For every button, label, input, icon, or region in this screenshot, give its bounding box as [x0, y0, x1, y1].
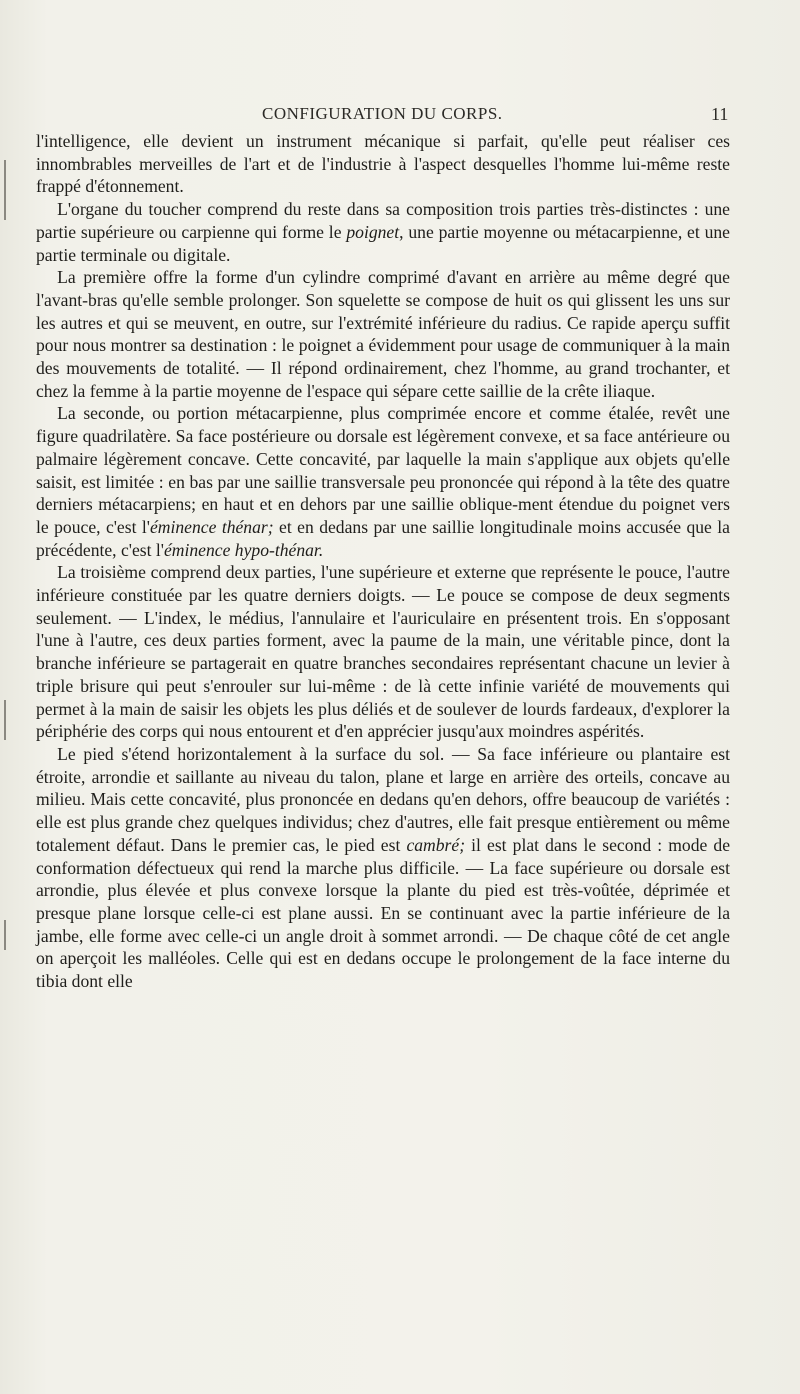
italic-term: cambré;: [406, 834, 466, 855]
text-run: La première offre la forme d'un cylindre comprimé d'avant en arrière au même degré que l'avant-bras qu'elle semble prolonger. Son squelette se compose de huit os qui glissent les uns sur les autres et qui se meuvent, en outre, sur l'extrémité inférieure du radius. Ce rapide aperçu suffit pour nous montrer sa destination : le poignet a évidemment pour usage de communiquer à la main des mouvements de totalité. — Il répond ordinairement, chez l'homme, au grand trochanter, et chez la femme à la partie moyenne de l'espace qui sépare cette saillie de la crête iliaque.: [36, 267, 730, 401]
page-header: [0, 104, 800, 128]
paragraph: [36, 130, 730, 198]
text-run: il est plat dans le second : mode de conformation défectueux qui rend la marche plus difficile. — La face supérieure ou dorsale est arrondie, plus élevée et plus convexe lorsque la plante du pied est très-voûtée, déprimée et presque plane lorsque celle-ci est plane aussi. En se continuant avec la partie inférieure de la jambe, elle forme avec celle-ci un angle droit à sommet arrondi. — De chaque côté de cet angle on aperçoit les malléoles. Celle qui est en dedans occupe le prolongement de la face interne du tibia dont elle: [36, 834, 730, 992]
italic-term: éminence thénar;: [149, 516, 274, 537]
text-run: , une partie moyenne ou métacarpienne, et une partie terminale ou digitale.: [36, 221, 730, 265]
page-edge-mark: [4, 160, 6, 220]
running-head: CONFIGURATION DU CORPS.: [262, 104, 503, 123]
text-run: La troisième comprend deux parties, l'une supérieure et externe que représente le pouce, l'autre inférieure constituée par les quatre derniers doigts. — Le pouce se compose de deux segments seulement. — L'index, le médius, l'annulaire et l'auriculaire en présentent trois. En s'opposant l'une à l'autre, ces deux parties forment, avec la paume de la main, une véritable pince, dont la branche inférieure se partagerait en quatre branches secondaires représentant chacune un levier à triple brisure qui peut s'enrouler sur lui-même : de là cette infinie variété de mouvements qui permet à la main de saisir les objets les plus déliés et de soulever de lourds fardeaux, d'explorer la périphérie des corps qui nous entourent et d'en apprécier jusqu'aux moindres aspérités.: [36, 562, 730, 742]
text-run: Le pied s'étend horizontalement à la surface du sol. — Sa face inférieure ou plantaire est étroite, arrondie et saillante au niveau du talon, plane et large en arrière des orteils, concave au milieu. Mais cette concavité, plus prononcée en dedans qu'en dehors, offre beaucoup de variétés : elle est plus grande chez quelques individus; chez d'autres, elle fait presque entièrement ou même totalement défaut. Dans le premier cas, le pied est: [36, 743, 730, 855]
italic-term: poignet: [346, 221, 400, 242]
page-edge-mark: [4, 920, 6, 950]
text-run: et en dedans par une saillie longitudinale moins accusée que la précédente, c'est l': [36, 516, 730, 560]
italic-term: éminence hypo-thénar.: [163, 539, 324, 560]
page-number: 11: [711, 104, 729, 124]
body-text: [36, 130, 730, 993]
text-run: L'organe du toucher comprend du reste dans sa composition trois parties très-distinctes : une partie supérieure ou carpienne qui forme le: [36, 199, 730, 242]
page-edge-mark: [4, 700, 6, 740]
paragraph: [36, 402, 730, 561]
paragraph: [36, 561, 730, 743]
paragraph: [36, 266, 730, 402]
paragraph: [36, 743, 730, 993]
text-run: l'intelligence, elle devient un instrument mécanique si parfait, qu'elle peut réaliser ces innombrables merveilles de l'art et de l'industrie à l'aspect desquelles l'homme lui-même reste frappé d'étonnement.: [36, 131, 730, 197]
text-run: La seconde, ou portion métacarpienne, plus comprimée encore et comme étalée, revêt une figure quadrilatère. Sa face postérieure ou dorsale est légèrement convexe, et sa face antérieure ou palmaire légèrement concave. Cette concavité, par laquelle la main s'applique aux objets qu'elle saisit, est limitée : en bas par une saillie transversale peu prononcée qui répond à la tête des quatre derniers métacarpiens; en haut et en dehors par une saillie oblique-ment étendue du poignet vers le pouce, c'est l': [36, 403, 730, 537]
paragraph: [36, 198, 730, 266]
